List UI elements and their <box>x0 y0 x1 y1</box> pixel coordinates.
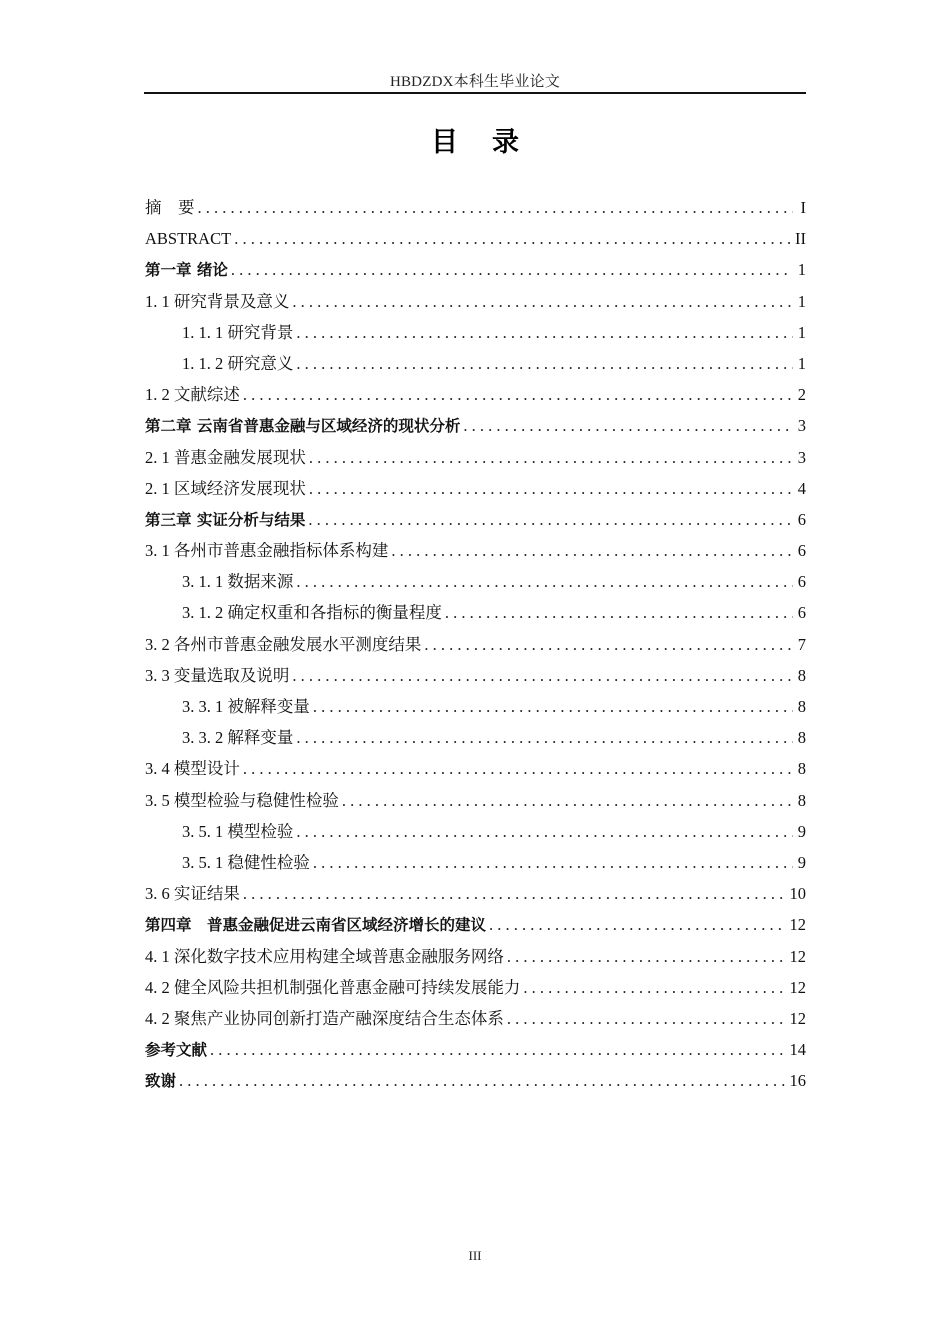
toc-entry-label: 致谢 <box>145 1072 177 1091</box>
toc-entry[interactable] <box>145 722 806 753</box>
toc-dot-leader <box>507 941 787 972</box>
toc-entry[interactable] <box>145 941 806 972</box>
toc-entry-page: 3 <box>797 416 806 436</box>
toc-entry-page: 6 <box>797 603 806 623</box>
toc-entry-page: 1 <box>797 291 806 311</box>
toc-entry-page: 12 <box>789 1008 806 1028</box>
toc-entry[interactable] <box>145 286 806 317</box>
toc-dot-leader <box>243 753 793 784</box>
running-header: HBDZDX本科生毕业论文 <box>389 74 561 90</box>
toc-entry-page: 6 <box>797 541 806 561</box>
toc-entry-page: 8 <box>797 759 806 779</box>
toc-entry-label: 3. 3 变量选取及说明 <box>145 665 290 685</box>
toc-dot-leader <box>342 785 793 816</box>
toc-entry-label: 3. 1. 1 数据来源 <box>182 572 294 592</box>
toc-entry-label: 3. 3. 2 解释变量 <box>182 728 294 748</box>
toc-dot-leader <box>243 878 787 909</box>
toc-dot-leader <box>424 629 793 660</box>
toc-entry-page: 1 <box>797 260 806 280</box>
toc-dot-leader <box>231 254 793 285</box>
toc-entry[interactable] <box>145 972 806 1003</box>
toc-entry-page: 12 <box>789 946 806 966</box>
toc-entry[interactable] <box>145 909 806 940</box>
header-rule <box>144 92 806 94</box>
toc-entry-page: 9 <box>797 821 806 841</box>
toc-entry-label: 第二章 云南省普惠金融与区域经济的现状分析 <box>145 417 461 436</box>
toc-dot-leader <box>296 722 793 753</box>
toc-entry-page: 2 <box>797 385 806 405</box>
toc-entry[interactable] <box>145 535 806 566</box>
toc-dot-leader <box>445 597 793 628</box>
toc-entry[interactable] <box>145 629 806 660</box>
toc-dot-leader <box>296 566 793 597</box>
toc-dot-leader <box>507 1003 787 1034</box>
toc-entry-label: ABSTRACT <box>145 229 232 249</box>
toc-entry[interactable] <box>145 192 806 223</box>
toc-entry-label: 参考文献 <box>145 1041 208 1060</box>
toc-entry[interactable] <box>145 566 806 597</box>
toc-entry-label: 1. 1 研究背景及意义 <box>145 291 290 311</box>
toc-entry[interactable] <box>145 785 806 816</box>
toc-entry-page: 3 <box>797 447 806 467</box>
toc-entry[interactable] <box>145 410 806 441</box>
toc-dot-leader <box>292 660 793 691</box>
toc-entry-label: 4. 2 聚焦产业协同创新打造产融深度结合生态体系 <box>145 1008 504 1028</box>
toc-entry-page: II <box>795 229 806 249</box>
toc-dot-leader <box>179 1065 786 1096</box>
toc-entry-label: 4. 1 深化数字技术应用构建全域普惠金融服务网络 <box>145 946 504 966</box>
toc-entry[interactable] <box>145 753 806 784</box>
toc-entry-label: 1. 1. 1 研究背景 <box>182 322 294 342</box>
toc-dot-leader <box>313 847 793 878</box>
toc-entry-label: 3. 6 实证结果 <box>145 884 240 904</box>
toc-entry[interactable] <box>145 1034 806 1065</box>
toc-entry[interactable] <box>145 504 806 535</box>
toc-title: 目录 <box>431 127 553 158</box>
toc-entry-page: 9 <box>797 852 806 872</box>
toc-entry[interactable] <box>145 317 806 348</box>
page-number: III <box>468 1248 482 1263</box>
toc-entry-page: 8 <box>797 728 806 748</box>
toc-dot-leader <box>313 691 793 722</box>
toc-entry-page: 14 <box>789 1040 806 1060</box>
toc-entry-label: 3. 1. 2 确定权重和各指标的衡量程度 <box>182 603 442 623</box>
toc-entry-page: 12 <box>789 977 806 997</box>
toc-dot-leader <box>296 317 793 348</box>
toc-entry[interactable] <box>145 223 806 254</box>
toc-entry[interactable] <box>145 597 806 628</box>
toc-entry-label: 第四章 普惠金融促进云南省区域经济增长的建议 <box>145 916 487 935</box>
toc-dot-leader <box>309 473 793 504</box>
toc-entry-page: 12 <box>789 915 806 935</box>
toc-entry-label: 摘 要 <box>145 198 195 217</box>
toc-entry[interactable] <box>145 660 806 691</box>
toc-dot-leader <box>292 286 793 317</box>
toc-entry-label: 2. 1 区域经济发展现状 <box>145 478 306 498</box>
toc-dot-leader <box>308 504 793 535</box>
toc-dot-leader <box>489 909 786 940</box>
toc-dot-leader <box>309 442 793 473</box>
toc-entry-page: 1 <box>797 322 806 342</box>
toc-entry[interactable] <box>145 691 806 722</box>
toc-entry-page: 7 <box>797 634 806 654</box>
toc-dot-leader <box>210 1034 786 1065</box>
toc-dot-leader <box>243 379 793 410</box>
table-of-contents <box>145 192 806 1096</box>
toc-dot-leader <box>463 410 793 441</box>
toc-entry-label: 3. 3. 1 被解释变量 <box>182 697 310 716</box>
toc-entry-label: 4. 2 健全风险共担机制强化普惠金融可持续发展能力 <box>145 977 521 997</box>
toc-entry-label: 3. 5. 1 稳健性检验 <box>182 852 310 872</box>
toc-entry[interactable] <box>145 878 806 909</box>
toc-entry[interactable] <box>145 816 806 847</box>
toc-dot-leader <box>198 192 794 223</box>
toc-entry-page: 10 <box>789 884 806 904</box>
toc-entry-label: 第三章 实证分析与结果 <box>145 510 306 529</box>
toc-entry-label: 3. 5 模型检验与稳健性检验 <box>145 790 339 810</box>
toc-entry-label: 第一章 绪论 <box>145 261 228 280</box>
toc-dot-leader <box>391 535 793 566</box>
toc-entry[interactable] <box>145 348 806 379</box>
toc-entry-page: 8 <box>797 697 806 716</box>
toc-entry-page: I <box>800 198 806 217</box>
toc-entry-page: 6 <box>797 572 806 592</box>
toc-entry-page: 1 <box>797 353 806 373</box>
toc-entry[interactable] <box>145 442 806 473</box>
toc-entry[interactable] <box>145 254 806 285</box>
toc-entry[interactable] <box>145 1065 806 1096</box>
toc-dot-leader <box>296 348 793 379</box>
toc-entry[interactable] <box>145 1003 806 1034</box>
toc-dot-leader <box>234 223 792 254</box>
toc-entry-label: 3. 1 各州市普惠金融指标体系构建 <box>145 541 389 561</box>
toc-entry-page: 4 <box>797 478 806 498</box>
toc-entry[interactable] <box>145 379 806 410</box>
toc-entry-label: 3. 2 各州市普惠金融发展水平测度结果 <box>145 634 422 654</box>
toc-dot-leader <box>296 816 793 847</box>
toc-entry-label: 3. 5. 1 模型检验 <box>182 821 294 841</box>
toc-entry-page: 6 <box>797 509 806 529</box>
toc-entry-label: 1. 1. 2 研究意义 <box>182 353 294 373</box>
toc-entry[interactable] <box>145 473 806 504</box>
toc-dot-leader <box>523 972 786 1003</box>
toc-entry-page: 8 <box>797 665 806 685</box>
toc-entry-label: 2. 1 普惠金融发展现状 <box>145 447 306 467</box>
toc-entry-page: 8 <box>797 790 806 810</box>
toc-entry-page: 16 <box>789 1071 806 1091</box>
toc-entry[interactable] <box>145 847 806 878</box>
toc-entry-label: 3. 4 模型设计 <box>145 759 240 779</box>
toc-entry-label: 1. 2 文献综述 <box>145 385 240 405</box>
